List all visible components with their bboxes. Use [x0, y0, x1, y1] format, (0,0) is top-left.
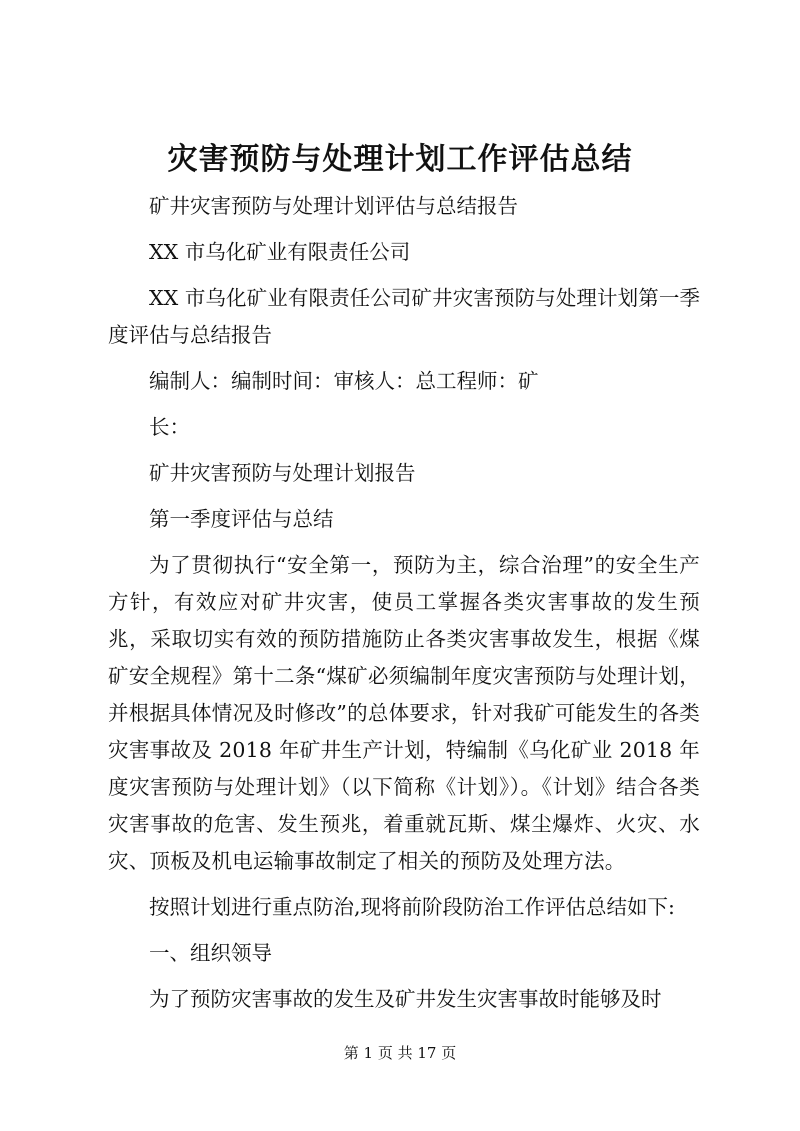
document-body [108, 188, 700, 1018]
paragraph-signatory-continued: 长： [149, 415, 190, 439]
document-title: 灾害预防与处理计划工作评估总结 [167, 142, 633, 177]
paragraph-signatories: 编制人：编制时间：审核人：总工程师：矿 [149, 369, 539, 393]
page-footer: 第 1 页 共 17 页 [343, 1044, 457, 1062]
paragraph-plan-report: 矿井灾害预防与处理计划报告 [149, 461, 416, 485]
paragraph-report-title: 矿井灾害预防与处理计划评估与总结报告 [149, 194, 518, 218]
section-heading-organization: 一、组织领导 [149, 941, 272, 965]
paragraph-summary-intro: 按照计划进行重点防治,现将前阶段防治工作评估总结如下: [149, 895, 675, 919]
paragraph-main-body: 为了贯彻执行“安全第一，预防为主，综合治理”的安全生产方针，有效应对矿井灾害，使员工掌握各类灾害事故的发生预兆，采取切实有效的预防措施防止各类灾害事故发生，根据《煤矿安全规程》第十二条“煤矿必须编制年度灾害预防与处理计划，并根据具体情况及时修改”的总体要求，针对我矿可能发生的各类灾害事故及 2018 年矿井生产计划，特编制《乌化矿业 2018 年度灾害预防与处理计划》（以下简称《计划》）。《计划》结合各类灾害事故的危害、发生预兆，着重就瓦斯、煤尘爆炸、火灾、水灾、顶板及机电运输事故制定了相关的预防及处理方法。 [108, 553, 700, 873]
paragraph-organization-body: 为了预防灾害事故的发生及矿井发生灾害事故时能够及时 [149, 987, 662, 1011]
paragraph-company-name: XX 市乌化矿业有限责任公司 [149, 240, 411, 264]
paragraph-report-full-title: XX 市乌化矿业有限责任公司矿井灾害预防与处理计划第一季度评估与总结报告 [108, 286, 700, 347]
paragraph-quarter-summary: 第一季度评估与总结 [149, 507, 334, 531]
